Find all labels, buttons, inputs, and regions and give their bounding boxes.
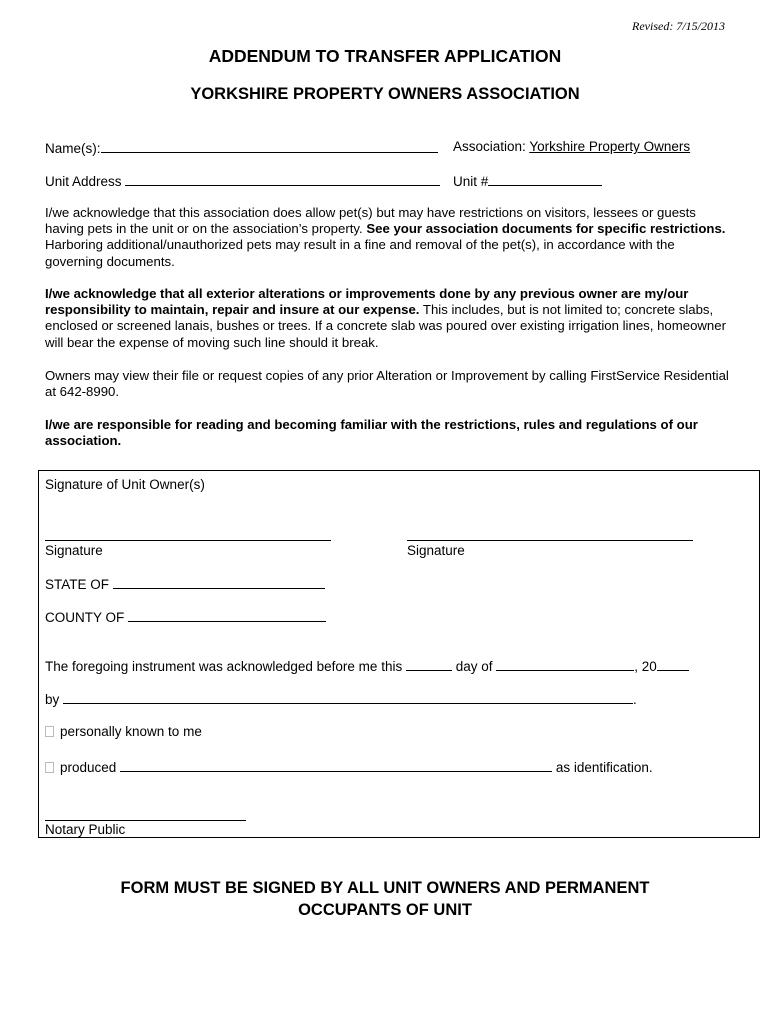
document-title: ADDENDUM TO TRANSFER APPLICATION <box>208 46 562 66</box>
names-field[interactable] <box>101 139 438 153</box>
footer-line-1: FORM MUST BE SIGNED BY ALL UNIT OWNERS AND PERMANENT <box>120 879 650 897</box>
produced-field[interactable] <box>120 758 552 772</box>
notary-label: Notary Public <box>45 822 126 837</box>
alterations-text-2: This includes, but is not limited to; concrete slabs, enclosed or screened lanais, bushes or trees. If a concrete slab was poured over existing irrigation lines, homeowner will bear the expense of moving such line should it break. <box>45 302 726 350</box>
unit-number-label: Unit # <box>453 174 489 189</box>
ack-year-field[interactable] <box>657 657 689 671</box>
as-identification-label: as identification. <box>555 760 653 775</box>
alterations-paragraph <box>45 286 730 351</box>
association-row <box>453 139 690 154</box>
alterations-text-bold: I/we acknowledge that all exterior alterations or improvements done by any previous owner are my/our responsibility to maintain, repair and insure at our expense. <box>45 286 689 318</box>
pets-text-2: Harboring additional/unauthorized pets may result in a fine and removal of the pet(s), in accordance with the governing documents. <box>45 237 675 269</box>
personally-known-label: personally known to me <box>60 724 202 739</box>
unit-address-row <box>45 172 440 189</box>
by-label: by <box>45 692 60 707</box>
owner-signature-line-left[interactable] <box>45 540 331 541</box>
unit-number-field[interactable] <box>488 172 602 186</box>
pets-paragraph <box>45 205 730 270</box>
personally-known-checkbox[interactable] <box>45 726 54 737</box>
county-label: COUNTY OF <box>45 610 125 625</box>
state-label: STATE OF <box>45 577 109 592</box>
personally-known-row <box>45 724 202 739</box>
association-value: Yorkshire Property Owners <box>529 139 691 154</box>
owners-view-paragraph: Owners may view their file or request copies of any prior Alteration or Improvement by calling FirstService Residential at 642-8990. <box>45 368 729 400</box>
unit-address-label: Unit Address <box>45 174 122 189</box>
produced-row <box>45 758 653 775</box>
unit-number-row <box>453 172 602 189</box>
signature-box-heading: Signature of Unit Owner(s) <box>45 477 205 492</box>
acknowledgement-row <box>45 657 689 674</box>
association-title: YORKSHIRE PROPERTY OWNERS ASSOCIATION <box>190 85 580 103</box>
notary-signature-line[interactable] <box>45 820 246 821</box>
signature-box <box>38 470 760 838</box>
responsible-paragraph: I/we are responsible for reading and becoming familiar with the restrictions, rules and regulations of our association. <box>45 417 698 449</box>
state-field[interactable] <box>113 575 325 589</box>
owner-signature-line-right[interactable] <box>407 540 693 541</box>
footer-line-2: OCCUPANTS OF UNIT <box>298 901 472 919</box>
unit-address-field[interactable] <box>125 172 440 186</box>
produced-label: produced <box>60 760 117 775</box>
ack-text-1: The foregoing instrument was acknowledged before me this <box>45 659 403 674</box>
produced-checkbox[interactable] <box>45 762 54 773</box>
footer-notice <box>0 877 770 921</box>
revised-date: Revised: 7/15/2013 <box>632 19 725 33</box>
ack-text-3: , 20 <box>634 659 657 674</box>
pets-text-bold: See your association documents for specific restrictions. <box>366 221 726 237</box>
by-period: . <box>633 692 637 707</box>
ack-day-field[interactable] <box>406 657 452 671</box>
by-row <box>45 690 637 707</box>
state-row <box>45 575 325 592</box>
signature-label-left: Signature <box>45 543 103 558</box>
ack-month-field[interactable] <box>496 657 634 671</box>
names-label: Name(s): <box>45 141 101 156</box>
by-field[interactable] <box>63 690 633 704</box>
county-field[interactable] <box>128 608 326 622</box>
pets-text-1: I/we acknowledge that this association does allow pet(s) but may have restrictions on visitors, lessees or guests having pets in the unit or on the association’s property. <box>45 205 696 237</box>
ack-text-2: day of <box>455 659 493 674</box>
signature-label-right: Signature <box>407 543 465 558</box>
association-label: Association: <box>453 139 526 154</box>
names-row <box>45 139 438 156</box>
county-row <box>45 608 326 625</box>
